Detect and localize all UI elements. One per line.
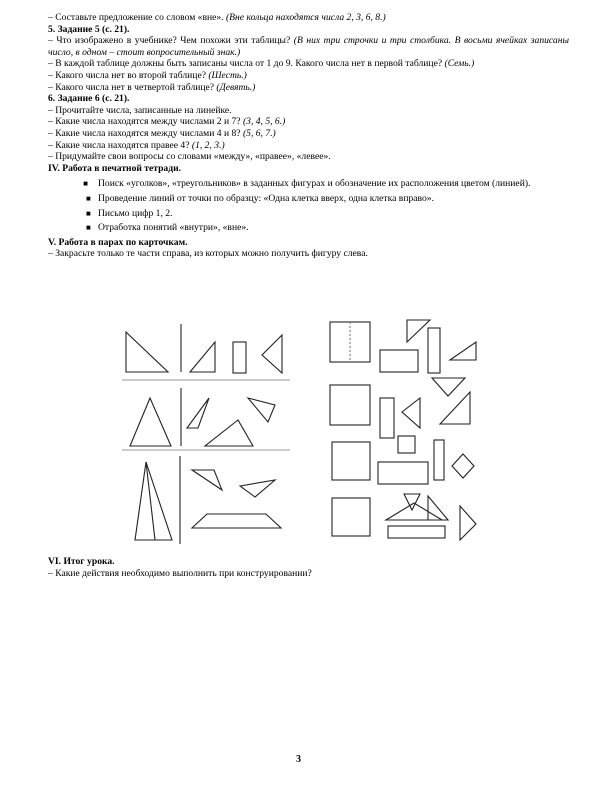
line-11: – Закрасьте только те части справа, из которых можно получить фигуру слева. bbox=[48, 248, 368, 260]
line-3: – В каждой таблице должны быть записаны числа от 1 до 9. Какого числа нет в первой таблице? (Семь.) bbox=[48, 58, 475, 70]
line-4: – Какого числа нет во второй таблице? (Шесть.) bbox=[48, 69, 247, 81]
bullet-item-4: ■ Отработка понятий «внутри», «вне». bbox=[86, 222, 249, 234]
line-7: – Какие числа находятся между числами 2 и 7? (3, 4, 5, 6.) bbox=[48, 116, 286, 128]
triangle-shape bbox=[187, 398, 209, 428]
line-1: – Составьте предложение со словом «вне». (Вне кольца находятся числа 2, 3, 6, 8.) bbox=[48, 12, 386, 23]
bullet-item-1: ■ Поиск «уголков», «треугольников» в заданных фигурах и обозначение их расположения цветом (линией). bbox=[48, 178, 569, 190]
triangle-shape bbox=[262, 335, 282, 373]
divider-line bbox=[146, 462, 155, 540]
triangle-shape bbox=[126, 332, 168, 372]
triangle-shape bbox=[248, 398, 275, 422]
square-shape bbox=[332, 442, 370, 480]
triangle-shape bbox=[240, 480, 275, 497]
final-section bbox=[48, 556, 569, 579]
square-shape bbox=[332, 498, 370, 536]
task-5-title: 5. Задание 5 (с. 21). bbox=[48, 23, 130, 35]
triangle-shape bbox=[135, 462, 172, 540]
bullet-marker: ■ bbox=[83, 179, 88, 189]
line-6: – Прочитайте числа, записанные на линейке. bbox=[48, 104, 232, 116]
line-12: – Какие действия необходимо выполнить при конструировании? bbox=[48, 567, 312, 579]
triangle-shape bbox=[407, 320, 430, 342]
line-8: – Какие числа находятся между числами 4 и 8? (5, 6, 7.) bbox=[48, 127, 276, 139]
triangle-shape bbox=[386, 503, 442, 520]
section-5-title: V. Работа в парах по карточкам. bbox=[48, 236, 188, 248]
rectangle-shape bbox=[380, 350, 418, 372]
trapezoid-shape bbox=[192, 514, 281, 528]
bullet-item-2: ■ Проведение линий от точки по образцу: «Одна клетка вверх, одна клетка вправо». bbox=[86, 192, 434, 204]
task-6-title: 6. Задание 6 (с. 21). bbox=[48, 93, 130, 105]
rectangle-shape bbox=[378, 462, 428, 484]
line-9: – Какие числа находятся правее 4? (1, 2, 3.) bbox=[48, 139, 225, 151]
bullet-item-3: ■ Письмо цифр 1, 2. bbox=[86, 207, 173, 219]
section-6-title: VI. Итог урока. bbox=[48, 556, 115, 567]
line-5: – Какого числа нет в четвертой таблице? (Девять.) bbox=[48, 81, 256, 93]
triangle-shape bbox=[205, 420, 253, 446]
bullet-marker: ■ bbox=[86, 193, 91, 203]
triangle-shape bbox=[190, 342, 215, 372]
rectangle-shape bbox=[380, 398, 394, 438]
square-shape bbox=[330, 385, 370, 425]
triangle-shape bbox=[460, 506, 476, 540]
square-shape bbox=[330, 322, 370, 362]
rhombus-shape bbox=[452, 454, 474, 478]
bullet-marker: ■ bbox=[86, 208, 91, 218]
rectangle-shape bbox=[388, 526, 445, 538]
triangle-shape bbox=[450, 342, 476, 360]
triangle-shape bbox=[404, 494, 420, 510]
triangle-shape bbox=[130, 398, 171, 446]
triangle-shape bbox=[402, 398, 420, 428]
triangle-shape bbox=[428, 496, 448, 520]
triangle-shape bbox=[432, 378, 465, 396]
triangle-shape bbox=[440, 392, 470, 424]
line-10: – Придумайте свои вопросы со словами «между», «правее», «левее». bbox=[48, 151, 331, 163]
rectangle-shape bbox=[233, 342, 246, 373]
rectangle-shape bbox=[428, 328, 440, 373]
bullet-marker: ■ bbox=[86, 223, 91, 233]
line-2: – Что изображено в учебнике? Чем похожи эти таблицы? (В них три строчки и три столбика. В восьми ячейках записаны число, в одном – стоит вопросительный знак.) bbox=[48, 35, 569, 58]
small-square-shape bbox=[398, 436, 415, 453]
triangle-shape bbox=[192, 470, 222, 490]
section-4-title: IV. Работа в печатной тетради. bbox=[48, 162, 182, 174]
document-body bbox=[48, 12, 569, 260]
rectangle-shape bbox=[434, 440, 444, 480]
page-number: 3 bbox=[296, 754, 301, 765]
